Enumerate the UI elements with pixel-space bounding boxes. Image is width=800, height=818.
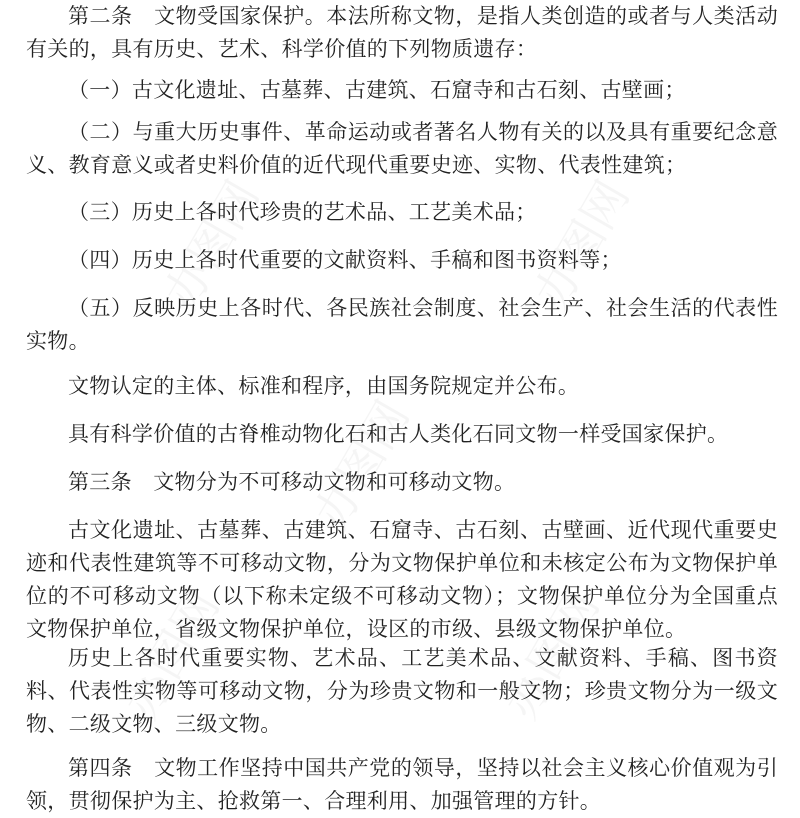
article-2-item-2: （二）与重大历史事件、革命运动或者著名人物有关的以及具有重要纪念意义、教育意义或者史料价值的近代现代重要史迹、实物、代表性建筑； bbox=[26, 120, 778, 177]
article-2-item-5: （五）反映历史上各时代、各民族社会制度、社会生产、社会生活的代表性实物。 bbox=[26, 296, 778, 353]
watermark: 办图网 bbox=[303, 391, 420, 538]
article-2-item-3: （三）历史上各时代珍贵的艺术品、工艺美术品； bbox=[68, 200, 537, 224]
article-2-item-1: （一）古文化遗址、古墓葬、古建筑、石窟寺和古石刻、古壁画； bbox=[68, 78, 686, 102]
article-2-fossils: 具有科学价值的古脊椎动物化石和古人类化石同文物一样受国家保护。 bbox=[68, 422, 729, 446]
watermark: 办图网 bbox=[153, 171, 270, 318]
article-3-immovable: 古文化遗址、古墓葬、古建筑、石窟寺、古石刻、古壁画、近代现代重要史迹和代表性建筑等不可移动文物，分为文物保护单位和未核定公布为文物保护单位的不可移动文物（以下称未定级不可移动文物）；文物保护单位分为全国重点文物保护单位，省级文物保护单位，设区的市级、县级文物保护单位。 bbox=[26, 518, 778, 641]
article-3-heading: 第三条 文物分为不可移动文物和可移动文物。 bbox=[68, 470, 516, 494]
watermark: 办图网 bbox=[523, 171, 640, 318]
article-4: 第四条 文物工作坚持中国共产党的领导，坚持以社会主义核心价值观为引领，贯彻保护为主、抢救第一、合理利用、加强管理的方针。 bbox=[26, 756, 778, 813]
watermark: 办图网 bbox=[113, 581, 230, 728]
article-2-item-4: （四）历史上各时代重要的文献资料、手稿和图书资料等； bbox=[68, 248, 622, 272]
watermark: 办图网 bbox=[493, 581, 610, 728]
article-2-determination: 文物认定的主体、标准和程序，由国务院规定并公布。 bbox=[68, 374, 580, 398]
article-2-intro: 第二条 文物受国家保护。本法所称文物，是指人类创造的或者与人类活动有关的，具有历史、艺术、科学价值的下列物质遗存： bbox=[26, 4, 778, 61]
article-3-movable: 历史上各时代重要实物、艺术品、工艺美术品、文献资料、手稿、图书资料、代表性实物等可移动文物，分为珍贵文物和一般文物；珍贵文物分为一级文物、二级文物、三级文物。 bbox=[26, 646, 778, 736]
